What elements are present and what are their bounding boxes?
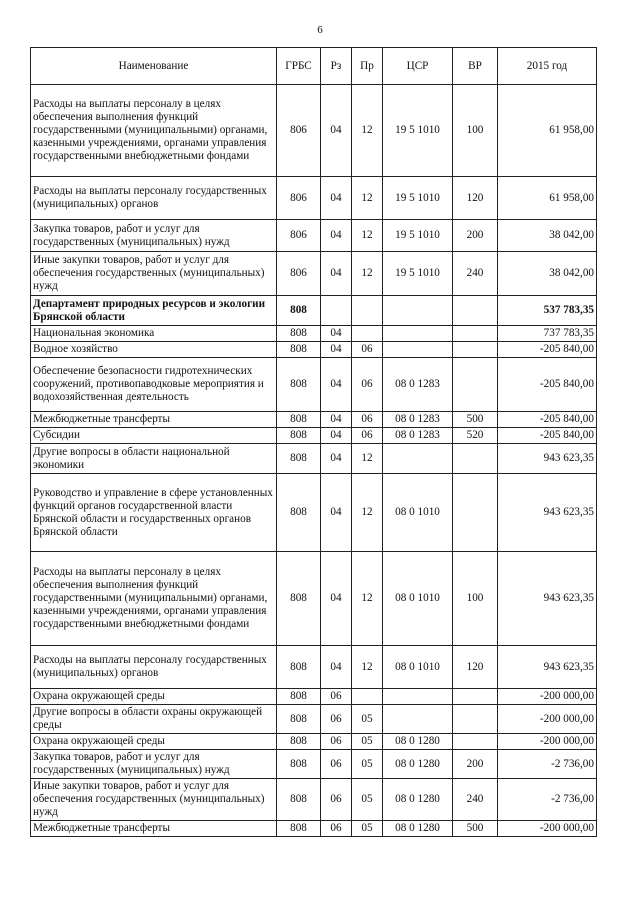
row-grbs: 808 <box>277 428 321 444</box>
row-amount: -200 000,00 <box>498 821 597 837</box>
row-amount: 61 958,00 <box>498 85 597 177</box>
column-header-csr: ЦСР <box>383 48 453 85</box>
table-row <box>31 750 597 779</box>
row-csr: 19 5 1010 <box>383 220 453 252</box>
row-vr <box>453 358 498 412</box>
row-pr: 05 <box>352 821 383 837</box>
row-vr: 200 <box>453 220 498 252</box>
row-amount: -205 840,00 <box>498 412 597 428</box>
row-vr <box>453 705 498 734</box>
row-name: Обеспечение безопасности гидротехнических сооружений, противопаводковые мероприятия и водохозяйственная деятельность <box>31 358 277 412</box>
row-vr: 100 <box>453 552 498 646</box>
row-rz: 04 <box>321 552 352 646</box>
row-vr: 520 <box>453 428 498 444</box>
row-pr <box>352 326 383 342</box>
column-header-pr: Пр <box>352 48 383 85</box>
row-pr: 06 <box>352 358 383 412</box>
row-grbs: 808 <box>277 326 321 342</box>
row-grbs: 808 <box>277 296 321 326</box>
row-pr: 12 <box>352 177 383 220</box>
row-csr: 08 0 1010 <box>383 646 453 689</box>
row-name: Расходы на выплаты персоналу в целях обеспечения выполнения функций государственными (муниципальными) органами, казенными учреждениями, органами управления государственными внебюджетными фондами <box>31 552 277 646</box>
row-name: Расходы на выплаты персоналу государственных (муниципальных) органов <box>31 177 277 220</box>
table-row <box>31 177 597 220</box>
row-name: Другие вопросы в области охраны окружающей среды <box>31 705 277 734</box>
row-pr: 12 <box>352 85 383 177</box>
column-header-rz: Рз <box>321 48 352 85</box>
row-pr <box>352 296 383 326</box>
row-vr <box>453 474 498 552</box>
row-csr: 08 0 1010 <box>383 552 453 646</box>
row-rz: 04 <box>321 474 352 552</box>
column-header-grbs: ГРБС <box>277 48 321 85</box>
row-rz: 04 <box>321 646 352 689</box>
row-amount: -200 000,00 <box>498 705 597 734</box>
row-rz <box>321 296 352 326</box>
row-vr: 100 <box>453 85 498 177</box>
row-name: Иные закупки товаров, работ и услуг для обеспечения государственных (муниципальных) нужд <box>31 252 277 296</box>
table-row <box>31 220 597 252</box>
row-name: Межбюджетные трансферты <box>31 821 277 837</box>
row-csr: 19 5 1010 <box>383 85 453 177</box>
row-amount: -200 000,00 <box>498 734 597 750</box>
row-amount: 943 623,35 <box>498 646 597 689</box>
row-grbs: 808 <box>277 750 321 779</box>
table-row <box>31 358 597 412</box>
row-amount: -205 840,00 <box>498 358 597 412</box>
row-name: Закупка товаров, работ и услуг для государственных (муниципальных) нужд <box>31 750 277 779</box>
row-pr: 12 <box>352 474 383 552</box>
row-pr: 12 <box>352 220 383 252</box>
table-row <box>31 821 597 837</box>
row-amount: 943 623,35 <box>498 552 597 646</box>
row-amount: -205 840,00 <box>498 342 597 358</box>
table-row <box>31 326 597 342</box>
row-name: Межбюджетные трансферты <box>31 412 277 428</box>
table-row <box>31 296 597 326</box>
row-grbs: 808 <box>277 689 321 705</box>
row-vr <box>453 326 498 342</box>
row-rz: 04 <box>321 220 352 252</box>
row-csr <box>383 689 453 705</box>
row-amount: 943 623,35 <box>498 474 597 552</box>
row-pr: 06 <box>352 412 383 428</box>
row-pr: 05 <box>352 750 383 779</box>
row-grbs: 806 <box>277 85 321 177</box>
row-name: Охрана окружающей среды <box>31 689 277 705</box>
row-rz: 04 <box>321 177 352 220</box>
row-vr: 120 <box>453 646 498 689</box>
row-vr <box>453 296 498 326</box>
row-pr <box>352 689 383 705</box>
row-vr: 120 <box>453 177 498 220</box>
row-grbs: 808 <box>277 705 321 734</box>
table-row <box>31 412 597 428</box>
row-pr: 05 <box>352 779 383 821</box>
table-row <box>31 342 597 358</box>
row-name: Закупка товаров, работ и услуг для государственных (муниципальных) нужд <box>31 220 277 252</box>
row-pr: 05 <box>352 705 383 734</box>
row-grbs: 808 <box>277 358 321 412</box>
row-vr: 240 <box>453 779 498 821</box>
row-amount: 61 958,00 <box>498 177 597 220</box>
row-pr: 06 <box>352 342 383 358</box>
row-vr: 500 <box>453 821 498 837</box>
table-row <box>31 85 597 177</box>
row-rz: 06 <box>321 689 352 705</box>
row-amount: -200 000,00 <box>498 689 597 705</box>
budget-table <box>30 47 597 837</box>
row-name: Национальная экономика <box>31 326 277 342</box>
row-pr: 12 <box>352 552 383 646</box>
row-rz: 04 <box>321 428 352 444</box>
column-header-name: Наименование <box>31 48 277 85</box>
row-rz: 06 <box>321 750 352 779</box>
row-name: Иные закупки товаров, работ и услуг для обеспечения государственных (муниципальных) нужд <box>31 779 277 821</box>
row-grbs: 808 <box>277 342 321 358</box>
row-csr <box>383 342 453 358</box>
table-row <box>31 474 597 552</box>
column-header-year: 2015 год <box>498 48 597 85</box>
row-csr: 08 0 1280 <box>383 750 453 779</box>
row-grbs: 806 <box>277 177 321 220</box>
row-pr: 12 <box>352 252 383 296</box>
row-csr <box>383 326 453 342</box>
row-vr <box>453 689 498 705</box>
row-grbs: 808 <box>277 552 321 646</box>
row-rz: 06 <box>321 734 352 750</box>
row-amount: 38 042,00 <box>498 220 597 252</box>
row-name: Охрана окружающей среды <box>31 734 277 750</box>
page-number: 6 <box>317 24 323 36</box>
row-csr <box>383 444 453 474</box>
row-csr: 08 0 1283 <box>383 412 453 428</box>
row-rz: 04 <box>321 358 352 412</box>
row-vr <box>453 342 498 358</box>
column-header-vr: ВР <box>453 48 498 85</box>
row-vr <box>453 734 498 750</box>
row-name: Другие вопросы в области национальной экономики <box>31 444 277 474</box>
row-name: Руководство и управление в сфере установленных функций органов государственной власти Брянской области и государственных органов Брянской области <box>31 474 277 552</box>
row-csr: 08 0 1280 <box>383 734 453 750</box>
table-header-row <box>31 48 597 85</box>
row-rz: 06 <box>321 779 352 821</box>
table-row <box>31 552 597 646</box>
row-grbs: 808 <box>277 646 321 689</box>
row-csr: 08 0 1283 <box>383 358 453 412</box>
row-amount: 537 783,35 <box>498 296 597 326</box>
row-amount: -205 840,00 <box>498 428 597 444</box>
row-csr <box>383 296 453 326</box>
row-rz: 04 <box>321 444 352 474</box>
row-pr: 12 <box>352 646 383 689</box>
table-row <box>31 779 597 821</box>
row-amount: 943 623,35 <box>498 444 597 474</box>
row-grbs: 808 <box>277 779 321 821</box>
table-row <box>31 444 597 474</box>
row-amount: -2 736,00 <box>498 779 597 821</box>
row-grbs: 808 <box>277 734 321 750</box>
row-csr: 08 0 1283 <box>383 428 453 444</box>
row-grbs: 808 <box>277 474 321 552</box>
row-grbs: 808 <box>277 444 321 474</box>
row-grbs: 806 <box>277 252 321 296</box>
row-grbs: 806 <box>277 220 321 252</box>
row-csr: 08 0 1280 <box>383 779 453 821</box>
row-amount: 38 042,00 <box>498 252 597 296</box>
row-grbs: 808 <box>277 412 321 428</box>
row-vr: 200 <box>453 750 498 779</box>
row-rz: 06 <box>321 705 352 734</box>
row-rz: 04 <box>321 412 352 428</box>
row-pr: 05 <box>352 734 383 750</box>
row-amount: 737 783,35 <box>498 326 597 342</box>
row-name: Водное хозяйство <box>31 342 277 358</box>
row-csr: 19 5 1010 <box>383 177 453 220</box>
row-csr <box>383 705 453 734</box>
row-name: Расходы на выплаты персоналу государственных (муниципальных) органов <box>31 646 277 689</box>
table-row <box>31 428 597 444</box>
table-body <box>31 85 597 837</box>
row-csr: 08 0 1280 <box>383 821 453 837</box>
row-rz: 04 <box>321 252 352 296</box>
table-row <box>31 689 597 705</box>
row-pr: 12 <box>352 444 383 474</box>
table-row <box>31 705 597 734</box>
row-name: Субсидии <box>31 428 277 444</box>
row-rz: 04 <box>321 342 352 358</box>
row-name: Департамент природных ресурсов и экологии Брянской области <box>31 296 277 326</box>
row-amount: -2 736,00 <box>498 750 597 779</box>
row-csr: 19 5 1010 <box>383 252 453 296</box>
row-rz: 04 <box>321 326 352 342</box>
table-row <box>31 646 597 689</box>
row-rz: 04 <box>321 85 352 177</box>
row-pr: 06 <box>352 428 383 444</box>
row-vr: 240 <box>453 252 498 296</box>
table-row <box>31 252 597 296</box>
table-row <box>31 734 597 750</box>
row-name: Расходы на выплаты персоналу в целях обеспечения выполнения функций государственными (муниципальными) органами, казенными учреждениями, органами управления государственными внебюджетными фондами <box>31 85 277 177</box>
row-rz: 06 <box>321 821 352 837</box>
row-vr: 500 <box>453 412 498 428</box>
row-vr <box>453 444 498 474</box>
row-csr: 08 0 1010 <box>383 474 453 552</box>
row-grbs: 808 <box>277 821 321 837</box>
